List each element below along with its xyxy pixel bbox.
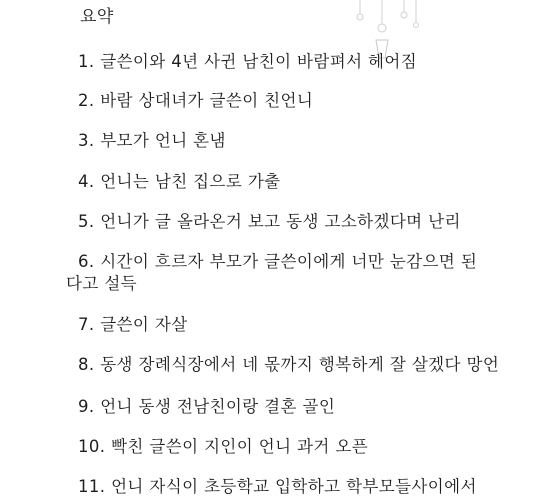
summary-item-3 <box>78 130 508 152</box>
summary-item-4 <box>78 171 508 193</box>
summary-item-6 <box>66 251 508 295</box>
summary-item-2-text: 2. 바람 상대녀가 글쓴이 친언니 <box>78 91 314 110</box>
summary-item-1-text: 1. 글쓴이와 4년 사귄 남친이 바람펴서 헤어짐 <box>78 52 418 71</box>
summary-item-6-continuation: 다고 설득 <box>66 274 138 293</box>
summary-item-5 <box>78 211 508 233</box>
summary-item-11-text: 11. 언니 자식이 초등학교 입학하고 학부모들사이에서 <box>78 477 477 496</box>
summary-item-6-text: 6. 시간이 흐르자 부모가 글쓴이에게 너만 눈감으면 된 <box>78 252 478 271</box>
summary-item-9 <box>78 396 508 418</box>
summary-item-2 <box>78 90 508 112</box>
summary-item-7-text: 7. 글쓴이 자살 <box>78 315 188 334</box>
summary-item-3-text: 3. 부모가 언니 혼냄 <box>78 131 226 150</box>
summary-item-5-text: 5. 언니가 글 올라온거 보고 동생 고소하겠다며 난리 <box>78 212 461 231</box>
summary-item-8-text: 8. 동생 장례식장에서 네 몫까지 행복하게 잘 살겠다 망언 <box>78 355 500 374</box>
summary-item-7 <box>78 314 508 336</box>
summary-item-8 <box>78 354 508 376</box>
summary-item-4-text: 4. 언니는 남친 집으로 가출 <box>78 172 281 191</box>
summary-item-9-text: 9. 언니 동생 전남친이랑 결혼 골인 <box>78 397 336 416</box>
summary-item-10 <box>78 436 508 458</box>
summary-item-11 <box>78 476 508 498</box>
summary-item-10-text: 10. 빡친 글쓴이 지인이 언니 과거 오픈 <box>78 437 369 456</box>
summary-item-1 <box>78 51 508 73</box>
summary-heading: 요약 <box>80 7 114 27</box>
